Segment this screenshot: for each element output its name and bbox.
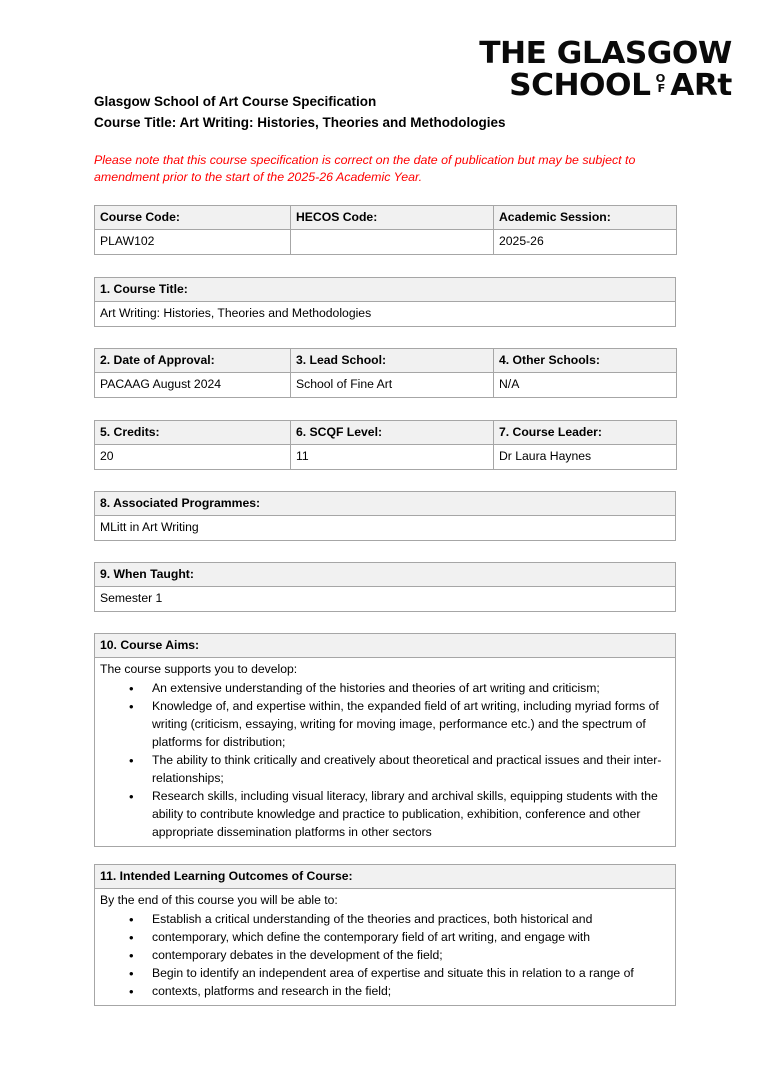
logo-of-o: O bbox=[655, 72, 666, 86]
course-leader-header: 7. Course Leader: bbox=[494, 421, 677, 445]
course-code-value: PLAW102 bbox=[95, 230, 291, 254]
course-code-table bbox=[94, 205, 677, 255]
section-value-when-taught: Semester 1 bbox=[95, 587, 676, 611]
scqf-level-header: 6. SCQF Level: bbox=[291, 421, 494, 445]
course-aims-content bbox=[95, 658, 676, 846]
hecos-code-value bbox=[291, 230, 494, 254]
course-title-heading: Course Title: Art Writing: Histories, Theories and Methodologies bbox=[94, 114, 506, 130]
list-item: • contemporary, which define the contemporary field of art writing, and engage with bbox=[100, 929, 670, 947]
logo-of-f: F bbox=[657, 82, 666, 96]
course-aims-table bbox=[94, 633, 676, 847]
approval-table bbox=[94, 348, 677, 398]
logo-art-word: ARt bbox=[670, 67, 732, 103]
date-of-approval-value: PACAAG August 2024 bbox=[95, 373, 291, 397]
academic-session-value: 2025-26 bbox=[494, 230, 677, 254]
document-heading bbox=[94, 92, 694, 134]
credits-table bbox=[94, 420, 677, 470]
list-item: • An extensive understanding of the histories and theories of art writing and criticism; bbox=[100, 680, 670, 698]
learning-outcomes-lead-in: By the end of this course you will be able to: bbox=[100, 893, 338, 908]
table-row bbox=[95, 206, 677, 230]
lead-school-value: School of Fine Art bbox=[291, 373, 494, 397]
academic-session-header: Academic Session: bbox=[494, 206, 677, 230]
section-header-course-title: 1. Course Title: bbox=[95, 278, 676, 302]
list-item: • Research skills, including visual literacy, library and archival skills, equipping students with the ability to contribute knowledge and practice to publication, exhibition, conference and other appropriate dissemination platforms in other sectors bbox=[100, 788, 670, 842]
section-course-title-table bbox=[94, 277, 676, 327]
table-row bbox=[95, 421, 677, 445]
table-row bbox=[95, 445, 677, 469]
table-row bbox=[95, 302, 676, 326]
section-value-associated-programmes: MLitt in Art Writing bbox=[95, 516, 676, 540]
when-taught-table bbox=[94, 562, 676, 612]
table-row bbox=[95, 230, 677, 254]
course-code-header: Course Code: bbox=[95, 206, 291, 230]
other-schools-value: N/A bbox=[494, 373, 677, 397]
table-row bbox=[95, 516, 676, 540]
course-aims-list bbox=[100, 680, 670, 841]
table-row bbox=[95, 492, 676, 516]
course-aims-lead-in: The course supports you to develop: bbox=[100, 662, 298, 677]
hecos-code-header: HECOS Code: bbox=[291, 206, 494, 230]
list-item: • Establish a critical understanding of the theories and practices, both historical and bbox=[100, 911, 670, 929]
lead-school-header: 3. Lead School: bbox=[291, 349, 494, 373]
other-schools-header: 4. Other Schools: bbox=[494, 349, 677, 373]
section-header-learning-outcomes: 11. Intended Learning Outcomes of Course: bbox=[95, 865, 676, 889]
logo-school-word: SCHOOL bbox=[509, 67, 651, 103]
table-row bbox=[95, 587, 676, 611]
section-value-course-title: Art Writing: Histories, Theories and Methodologies bbox=[95, 302, 676, 326]
section-header-course-aims: 10. Course Aims: bbox=[95, 634, 676, 658]
table-row bbox=[95, 889, 676, 1005]
associated-programmes-table bbox=[94, 491, 676, 541]
table-row bbox=[95, 373, 677, 397]
table-row bbox=[95, 563, 676, 587]
credits-header: 5. Credits: bbox=[95, 421, 291, 445]
table-row bbox=[95, 658, 676, 846]
learning-outcomes-table bbox=[94, 864, 676, 1006]
list-item: • contexts, platforms and research in the field; bbox=[100, 983, 670, 1001]
list-item: • contemporary debates in the development of the field; bbox=[100, 947, 670, 965]
date-of-approval-header: 2. Date of Approval: bbox=[95, 349, 291, 373]
table-row bbox=[95, 278, 676, 302]
credits-value: 20 bbox=[95, 445, 291, 469]
table-row bbox=[95, 349, 677, 373]
section-header-when-taught: 9. When Taught: bbox=[95, 563, 676, 587]
section-header-associated-programmes: 8. Associated Programmes: bbox=[95, 492, 676, 516]
publication-notice: Please note that this course specification is correct on the date of publication but may be subject to amendment prior to the start of the 2025-26 Academic Year. bbox=[94, 153, 636, 185]
list-item: • Begin to identify an independent area of expertise and situate this in relation to a range of bbox=[100, 965, 670, 983]
learning-outcomes-content bbox=[95, 889, 676, 1005]
table-row bbox=[95, 865, 676, 889]
course-leader-value: Dr Laura Haynes bbox=[494, 445, 677, 469]
table-row bbox=[95, 634, 676, 658]
list-item: • Knowledge of, and expertise within, the expanded field of art writing, including myriad forms of writing (criticism, essaying, writing for moving image, performance etc.) and the spectrum of platforms for distribution; bbox=[100, 698, 670, 752]
scqf-level-value: 11 bbox=[291, 445, 494, 469]
logo-line-1: THE GLASGOW bbox=[479, 36, 732, 71]
page-title: Glasgow School of Art Course Specification bbox=[94, 94, 377, 109]
learning-outcomes-list bbox=[100, 911, 670, 1001]
list-item: • The ability to think critically and creatively about theoretical and practical issues and their inter-relationships; bbox=[100, 752, 670, 788]
